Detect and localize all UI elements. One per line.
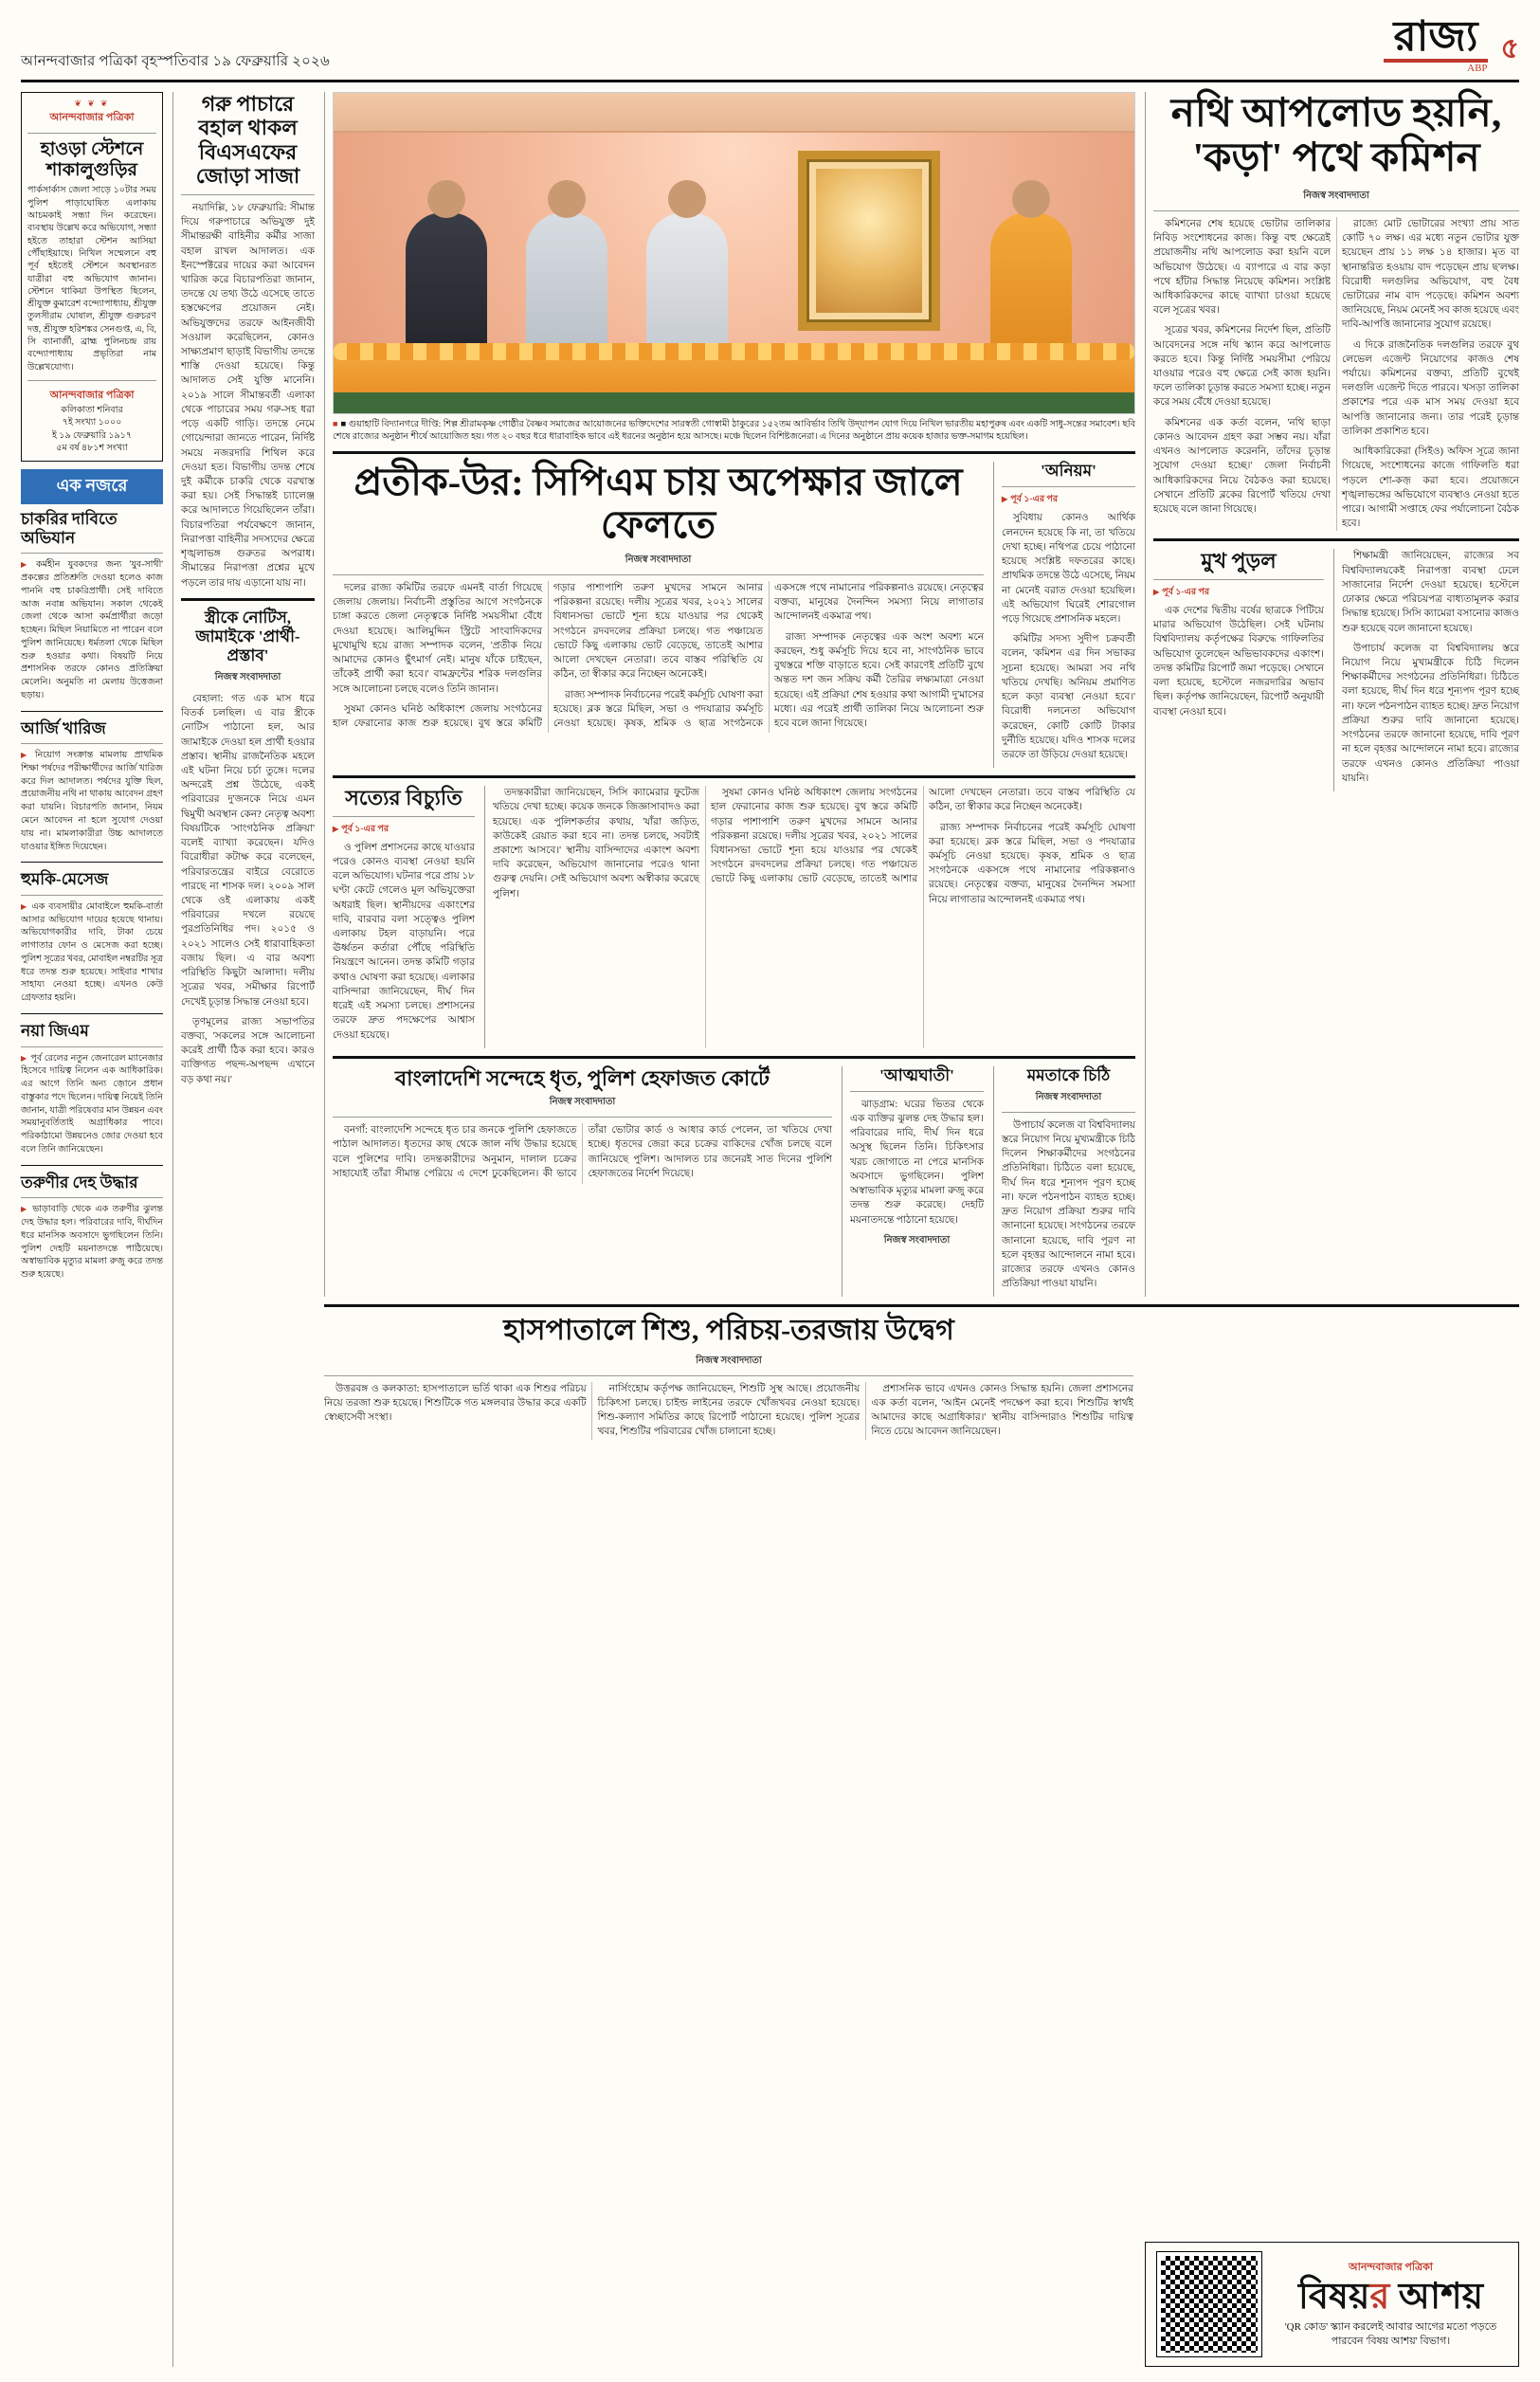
nojore-item-1 bbox=[21, 719, 163, 855]
archive-headline: হাওড়া স্টেশনে শাকালুগুড়ির bbox=[40, 138, 144, 180]
right-headline: নথি আপলোড হয়নি, 'কড়া' পথে কমিশন bbox=[1170, 91, 1502, 180]
mamata-body bbox=[1002, 1118, 1135, 1292]
page-number: ৫ bbox=[1500, 32, 1519, 64]
archive-line-2: ৭ই সংখ্যা ১০০০ bbox=[62, 418, 122, 428]
oniyom-headline: 'অনিয়ম' bbox=[1041, 462, 1096, 481]
gorupachar-text: সীমান্ত দিয়ে গরুপাচারে অভিযুক্ত দুই সীমান্তরক্ষী বাহিনীর কর্মীর সাজা বহাল রাখল আদালত। এক ইনস্পেক্টরের দায়ের করা আবেদন খারিজ করে বিচারপতিরা জানান, তদন্তে যে তথ্য উঠে এসেছে তাতে হস্তক্ষেপের প্রয়োজন নেই। অভিযুক্তদের তরফে আইনজীবী সওয়াল করেছিলেন, কোনও সাক্ষ্যপ্রমাণ ছাড়াই বিভাগীয় তদন্তে শাস্তি দেওয়া হয়েছে। কিন্তু আদালত সেই যুক্তি মানেনি। ২০১৯ সালে সীমান্তবর্তী এলাকা থেকে পাচারের সময় গরু-সহ ধরা পড়ে একটি গাড়ি। তদন্তে নেমে গোয়েন্দারা জানতে পারেন, নির্দিষ্ট সময়ে নজরদারি শিথিল করে দেওয়া হত। বিভাগীয় তদন্ত শেষে দুই কর্মীকে চাকরি থেকে বরখাস্ত করা হয়। সেই সিদ্ধান্তই চ্যালেঞ্জ করে আদালতে গিয়েছিলেন তাঁরা। বিচারপতিরা পর্যবেক্ষণে জানান, নিরাপত্তা বাহিনীর সদস্যদের ক্ষেত্রে শৃঙ্খলাভঙ্গ গুরুতর অপরাধ। সীমান্তের নিরাপত্তা প্রশ্নের মুখে পড়লে তার দায় এড়ানো যায় না। bbox=[181, 202, 316, 589]
stree-notice-headline: স্ত্রীকে নোটিস, জামাইকে 'প্রার্থী-প্রস্তাব' bbox=[195, 608, 300, 664]
attoghati-headline: 'আত্মঘাতী' bbox=[879, 1065, 954, 1084]
nojore-title: হুমকি-মেসেজ bbox=[21, 870, 109, 889]
sotyer-body bbox=[333, 841, 475, 1043]
attoghati-body bbox=[850, 1098, 984, 1227]
mukh-para-3: উপাচার্য কলেজ বা বিশ্ববিদ্যালয় স্তরে নিয়োগ নিয়ে মুখ্যমন্ত্রীকে চিঠি দিলেন শিক্ষাকর্মীদের সংগঠনের প্রতিনিধিরা। চিঠিতে বলা হয়েছে, দীর্ঘ দিন ধরে শূন্যপদ পূরণ হচ্ছে না। ফলে পঠনপাঠন ব্যাহত হচ্ছে। দ্রুত নিয়োগ প্রক্রিয়া শুরুর দাবি জানানো হয়েছে। সংগঠনের তরফে জানানো হয়েছে, দাবি পূরণ না হলে বৃহত্তর আন্দোলনে নামা হবে। রাজ্যের তরফে এখনও কোনও প্রতিক্রিয়া পাওয়া যায়নি। bbox=[1342, 643, 1519, 784]
sotyer-cont-para-1: তদন্তকারীরা জানিয়েছেন, সিসি ক্যামেরার ফুটেজ খতিয়ে দেখা হচ্ছে। কয়েক জনকে জিজ্ঞাসাবাদও করা হয়েছে। এক পুলিশকর্তার কথায়, 'যাঁরা জড়িত, কাউকেই রেয়াত করা হবে না। তদন্ত চলছে, সবটাই প্রকাশ্যে আসবে।' স্থানীয় বাসিন্দাদের একাংশ অবশ্য দাবি করেছেন, অভিযোগ জানানোর পরেও থানা গুরুত্ব দেয়নি। সেই অভিযোগ অবশ্য অস্বীকার করেছে পুলিশ। bbox=[493, 788, 699, 900]
attoghati-text: ঝাড়গ্রাম: ঘরের ভিতর থেকে এক ব্যক্তির ঝুলন্ত দেহ উদ্ধার হল। পরিবারের দাবি, দীর্ঘ দিন ধরে অসুস্থ ছিলেন তিনি। চিকিৎসার খরচ জোগাতে না পেরে মানসিক অবসাদে ভুগছিলেন। পুলিশ অস্বাভাবিক মৃত্যুর মামলা রুজু করে তদন্ত শুরু করেছে। দেহটি ময়নাতদন্তে পাঠানো হয়েছে। bbox=[850, 1099, 984, 1226]
caption-text: ■ গুয়াহাটি বিদ্যানগরে দীপ্তি: শিল্প শ্রীরামকৃষ্ণ গোষ্ঠীর বৈষ্ণব সমাজের আয়োজনের ভক্তিদেশের সারস্বতী গোস্বামী ঠাকুরের ১৫২তম আবির্ভাব তিথি উদ্‌যাপন যোগ দিয়ে নিখিল ভারতীয় মহাপুরুষ এবং একটি সাধু-সন্তের সমাবেশ। ছবি শেষে রাজ্যের অনুষ্ঠান শীর্ষে আয়োজিত হয়। গত ২০ বছর ধরে ধারাবাহিক ভাবে এই ধরনের অনুষ্ঠান হয়ে আসছে। মঞ্চে ছিলেন বিশিষ্টজনেরা। এ দিনের অনুষ্ঠানে প্রায় কয়েক হাজার ভক্ত-সমাগম হয়েছিল। bbox=[333, 419, 1136, 443]
caption-bullet-icon: ■ bbox=[333, 418, 338, 428]
sotyer-block bbox=[333, 786, 475, 1048]
attoghati-block bbox=[842, 1066, 984, 1298]
main-body bbox=[333, 581, 984, 733]
main-para-4: রাজ্য সম্পাদক নেতৃত্বের এক অংশ অবশ্য মনে করছেন, শুধু কর্মসূচি দিয়ে হবে না, সাংগঠনিক ভাবে বুথস্তরে শক্তি বাড়াতে হবে। সেই কারণেই প্রতিটি বুথে অন্তত দশ জন সক্রিয় কর্মী তৈরির লক্ষ্যমাত্রা নেওয়া হয়েছে। এই প্রক্রিয়া শেষ হওয়ার কথা আগামী দু'মাসের মধ্যে। এর পরেই প্রার্থী তালিকা নিয়ে আলোচনা শুরু হবে বলে জানা গিয়েছে। bbox=[774, 631, 984, 729]
hospital-headline: হাসপাতালে শিশু, পরিচয়-তরজায় উদ্বেগ bbox=[503, 1315, 954, 1347]
right-byline: নিজস্ব সংবাদদাতা bbox=[1303, 190, 1369, 201]
hospital-body bbox=[324, 1382, 1133, 1441]
hospital-block bbox=[324, 1315, 1133, 2366]
nojore-text: ▶ কর্মহীন যুবকদের জন্য 'যুব-সাথী' প্রকল্পের প্রতিশ্রুতি দেওয়া হলেও কাজ পাননি বহু চাকরিপ্রার্থী। সেই দাবিতে আজ নবান্ন অভিযান। সকাল থেকেই জেলা থেকে আসা কর্মপ্রার্থীরা জড়ো হচ্ছেন। মিছিল নিয়ামিতে না পারেন বলে পুলিশ জানিয়েছে। ধর্মতলা থেকে মিছিল শুরু হওয়ার কথা। বিষয়টি নিয়ে প্রশাসনিক তরফে কোনও প্রতিক্রিয়া মেলেনি। অনুমতি না মেলায় উত্তেজনা ছড়ায়। bbox=[21, 559, 163, 702]
mukh-para-1: এক দেশের দ্বিতীয় বর্ষের ছাত্রকে পিটিয়ে মারার অভিযোগ উঠেছিল। সেই ঘটনায় বিশ্ববিদ্যালয় কর্তৃপক্ষের বিরুদ্ধে গাফিলতির অভিযোগ তুলেছেন অভিভাবকদের একাংশ। তদন্ত কমিটির রিপোর্ট জমা পড়েছে। সেখানে বলা হয়েছে, হস্টেলে নজরদারির অভাব ছিল। কর্তৃপক্ষ জানিয়েছেন, রিপোর্ট অনুযায়ী ব্যবস্থা নেওয়া হবে। bbox=[1153, 605, 1324, 718]
nojore-title: তরুণীর দেহ উদ্ধার bbox=[21, 1173, 138, 1191]
sotyer-cont-body bbox=[484, 786, 1135, 1048]
bangladeshi-text: বনগাঁ: বাংলাদেশি সন্দেহে ধৃত চার জনকে পুলিশি হেফাজতে পাঠাল আদালত। ধৃতদের কাছ থেকে জাল নথি উদ্ধার হয়েছে বলে পুলিশের দাবি। তদন্তকারীদের অনুমান, দালাল চক্রের সাহায্যেই তাঁরা সীমান্ত পেরিয়ে এ দেশে ঢুকেছিলেন। কী ভাবে তাঁরা ভোটার কার্ড ও আধার কার্ড পেলেন, তা খতিয়ে দেখা হচ্ছে। ধৃতদের জেরা করে চক্রের বাকিদের খোঁজ চলছে বলে জানিয়েছে পুলিশ। আদালত চার জনেরই সাত দিনের পুলিশি হেফাজতের নির্দেশ দিয়েছে। bbox=[333, 1125, 832, 1179]
archive-line-3: ই ১৯ ফেব্রুয়ারি ১৯১৭ bbox=[51, 430, 133, 441]
archive-brand: আনন্দবাজার পত্রিকা bbox=[49, 111, 135, 123]
sotyer-cont-para-3: রাজ্য সম্পাদক নির্বাচনের পরেই কর্মসূচি ঘোষণা করা হয়েছে। ব্লক স্তরে মিছিল, সভা ও পদযাত্রার কর্মসূচি নেওয়া হয়েছে। কৃষক, শ্রমিক ও ছাত্র সংগঠনকে একসঙ্গে পথে নামানোর পরিকল্পনাও রয়েছে। নেতৃত্বের বক্তব্য, মানুষের দৈনন্দিন সমস্যা নিয়ে লাগাতার আন্দোলনই একমাত্র পথ। bbox=[929, 822, 1135, 905]
mukh-jump: ▶ পূর্ব ১-এর পর bbox=[1153, 586, 1324, 600]
sotyer-cont-para-2: সুষমা কোনও ঘনিষ্ঠ অধিকাংশ জেলায় সংগঠনের হাল ফেরানোর কাজ শুরু হয়েছে। বুথ স্তরে কমিটি গড়ার পাশাপাশি তরুণ মুখদের সামনে আনার পরিকল্পনা রয়েছে। দলীয় সূত্রের খবর, ২০২১ সালের বিধানসভা ভোটে শূন্য হয়ে যাওয়ার পর থেকেই সংগঠনে রদবদলের প্রক্রিয়া চলছে। গত পঞ্চায়েত ভোটে কিছু এলাকায় ভোট বেড়েছে, তাতেই আশার আলো দেখছেন নেতারা। তবে বাস্তব পরিস্থিতি যে কঠিন, তা স্বীকার করে নিচ্ছেন অনেকেই। bbox=[711, 788, 1135, 885]
archive-body: পার্কসার্কাস জেলা সাড়ে ১০টার সময় পুলিশ পাড়াঘোষিত এলাকায় আচমকাই সন্ধ্যা দিন করেছেন। ব্যবস্থায় উল্লেখ করে অভিযোগ, সন্ধ্যা হইতে তাহারা স্টেশন আসিয়া পৌঁছাইয়াছে। নিখিল সম্মেলনে বহু পূর্ব হইতেই স্টেশনে অবস্থানরত যাত্রীরা বহু অভিযোগ জানান। স্টেশনে থাকিয়া উপস্থিত ছিলেন, শ্রীযুক্ত কুমারেশ বন্দ্যোপাধ্যায়, শ্রীযুক্ত তুলসীরাম ঘোষাল, শ্রীযুক্ত গুরুচরণ দত্ত, শ্রীযুক্ত হরিশঙ্কর সেনগুপ্ত, এ, বি, সি ব্যানার্জী, ব্রাহ্ম পুলিনচন্দ্র রায় বন্দ্যোপাধ্যায় প্রভৃতিরা নাম উল্লেখযোগ্য। bbox=[27, 186, 156, 373]
news-photo bbox=[333, 92, 1135, 414]
nojore-item-4 bbox=[21, 1173, 163, 1282]
promo-title-mid: র bbox=[1369, 2276, 1390, 2317]
masthead-right bbox=[1384, 13, 1519, 74]
column-two bbox=[172, 92, 315, 2367]
main-para-3: রাজ্য সম্পাদক নির্বাচনের পরেই কর্মসূচি ঘোষণা করা হয়েছে। ব্লক স্তরে মিছিল, সভা ও পদযাত্রার কর্মসূচি নেওয়া হয়েছে। কৃষক, শ্রমিক ও ছাত্র সংগঠনকে একসঙ্গে পথে নামানোর পরিকল্পনাও রয়েছে। নেতৃত্বের বক্তব্য, মানুষের দৈনন্দিন সমস্যা নিয়ে লাগাতার আন্দোলনই একমাত্র পথ। bbox=[553, 582, 984, 729]
mukh-block bbox=[1153, 549, 1519, 791]
sotyer-para-1: ও পুলিশ প্রশাসনের কাছে যাওয়ার পরেও কোনও ব্যবস্থা নেওয়া হয়নি বলে অভিযোগ। ঘটনার পরে প্রায় ১৮ ঘণ্টা কেটে গেলেও মূল অভিযুক্তেরা অধরাই ছিল। স্থানীয়দের একাংশের দাবি, বারবার বলা সত্ত্বেও পুলিশ এলাকায় টহল বাড়ায়নি। পরে ঊর্ধ্বতন কর্তারা পৌঁছে পরিস্থিতি নিয়ন্ত্রণে আনেন। তদন্ত কমিটি গড়ার কথাও ঘোষণা করা হয়েছে। এলাকার বাসিন্দারা জানিয়েছেন, দীর্ঘ দিন ধরেই এই সমস্যা চলছে। প্রশাসনের তরফে দ্রুত পদক্ষেপের আশ্বাস দেওয়া হয়েছে। bbox=[333, 842, 475, 1041]
ornament-icon: ❦ ❦ ❦ bbox=[74, 98, 110, 108]
bangladeshi-byline: নিজস্ব সংবাদদাতা bbox=[549, 1097, 616, 1108]
hospital-byline: নিজস্ব সংবাদদাতা bbox=[696, 1355, 762, 1366]
main-headline: প্রতীক-উর: সিপিএম চায় অপেক্ষার জালে ফেলতে bbox=[353, 461, 963, 547]
right-para-4: রাজ্যে মোট ভোটারের সংখ্যা প্রায় সাত কোটি ৭০ লক্ষ। এর মধ্যে নতুন ভোটার যুক্ত হয়েছেন প্রায় ১১ লক্ষ ১৪ হাজার। মৃত বা স্থানান্তরিত হওয়ায় বাদ পড়েছেন প্রায় ছ'লক্ষ। বিরোধী দলগুলির অভিযোগ, বহু বৈধ ভোটারের নাম বাদ পড়েছে। কমিশন অবশ্য জানিয়েছে, নিয়ম মেনেই সব কাজ হয়েছে এবং দাবি-আপত্তি জানানোর সুযোগ রয়েছে। bbox=[1342, 218, 1519, 331]
nojore-title: আর্জি খারিজ bbox=[21, 718, 106, 737]
mukh-para-2: শিক্ষামন্ত্রী জানিয়েছেন, রাজ্যের সব বিশ্ববিদ্যালয়কেই নিরাপত্তা ব্যবস্থা ঢেলে সাজানোর নির্দেশ দেওয়া হয়েছে। হস্টেলে ঢোকার ক্ষেত্রে পরিচয়পত্র বাধ্যতামূলক করার সিদ্ধান্ত হয়েছে। সিসি ক্যামেরা বসানোর কাজও শুরু হয়েছে বলে জানানো হয়েছে। bbox=[1342, 551, 1519, 634]
center-area bbox=[324, 92, 1135, 1298]
nojore-title: নয়া জিএম bbox=[21, 1021, 89, 1040]
right-body bbox=[1153, 217, 1519, 532]
masthead-date: আনন্দবাজার পত্রিকা বৃহস্পতিবার ১৯ ফেব্রুয়ারি ২০২৬ bbox=[21, 53, 330, 69]
mukh-body bbox=[1153, 604, 1324, 719]
stree-notice-body bbox=[181, 692, 315, 1087]
promo-area bbox=[1145, 1315, 1519, 2366]
nojore-text: ▶ নিয়োগ সংক্রান্ত মামলায় প্রাথমিক শিক্ষা পর্ষদের পরীক্ষার্থীদের আর্জি খারিজ করে দিল আদালত। পর্ষদের যুক্তি ছিল, প্রয়োজনীয় নথি না থাকায় আবেদন গ্রহণ করা যায়নি। বিচারপতি জানান, নিয়ম মেনে আবেদন না হলে সুযোগ দেওয়া যায় না। মামলাকারীরা উচ্চ আদালতে যাওয়ার ইঙ্গিত দিয়েছেন। bbox=[21, 750, 163, 854]
column-left bbox=[21, 92, 163, 2367]
nojore-text: ▶ ভাড়াবাড়ি থেকে এক তরুণীর ঝুলন্ত দেহ উদ্ধার হল। পরিবারের দাবি, দীর্ঘদিন ধরে মানসিক অবসাদে ভুগছিলেন তিনি। পুলিশ দেহটি ময়নাতদন্তে পাঠিয়েছে। অস্বাভাবিক মৃত্যুর মামলা রুজু করে তদন্ত শুরু হয়েছে। bbox=[21, 1204, 163, 1282]
column-right bbox=[1145, 92, 1519, 1298]
archive-brand-2: আনন্দবাজার পত্রিকা bbox=[49, 389, 135, 401]
main-para-2: সুষমা কোনও ঘনিষ্ঠ অধিকাংশ জেলায় সংগঠনের হাল ফেরানোর কাজ শুরু হয়েছে। বুথ স্তরে কমিটি গড়ার পাশাপাশি তরুণ মুখদের সামনে আনার পরিকল্পনা রয়েছে। দলীয় সূত্রের খবর, ২০২১ সালের বিধানসভা ভোটে শূন্য হয়ে যাওয়ার পর থেকেই সংগঠনে রদবদলের প্রক্রিয়া চলছে। গত পঞ্চায়েত ভোটে কিছু এলাকায় ভোট বেড়েছে, তাতেই আশার আলো দেখছেন নেতারা। তবে বাস্তব পরিস্থিতি যে কঠিন, তা স্বীকার করে নিচ্ছেন অনেকেই। bbox=[333, 582, 763, 729]
right-para-5: এ দিকে রাজনৈতিক দলগুলির তরফে বুথ লেভেল এজেন্ট নিয়োগের কাজও শেষ পর্যায়ে। কমিশনের বক্তব্য, প্রতিটি বুথেই দলগুলি এজেন্ট দিতে পারবে। খসড়া তালিকা প্রকাশের পরে এক মাস সময় দেওয়া হবে আপত্তি জানানোর জন্য। তার পরেই চূড়ান্ত তালিকা প্রকাশিত হবে। bbox=[1342, 339, 1519, 437]
qr-promo[interactable] bbox=[1145, 2242, 1519, 2367]
nojore-title: চাকরির দাবিতে অভিযান bbox=[21, 510, 118, 547]
section-title: রাজ্য bbox=[1384, 17, 1487, 63]
hospital-para-2: নার্সিংহোম কর্তৃপক্ষ জানিয়েছেন, শিশুটি সুস্থ আছে। প্রয়োজনীয় চিকিৎসা চলছে। চাইল্ড লাইনের তরফে খোঁজখবর নেওয়া হয়েছে। শিশু-কল্যাণ সমিতির কাছে রিপোর্ট পাঠানো হয়েছে। পুলিশ সূত্রের খবর, শিশুটির পরিবারের খোঁজ চালানো হচ্ছে। bbox=[597, 1383, 861, 1438]
attoghati-byline: নিজস্ব সংবাদদাতা bbox=[883, 1234, 951, 1246]
oniyom-block bbox=[993, 462, 1135, 768]
right-para-3: কমিশনের এক কর্তা বলেন, 'নথি ছাড়া কোনও আবেদন গ্রহণ করা সম্ভব নয়। যাঁরা এখনও আপলোড করেননি, তাঁদের চূড়ান্ত সুযোগ দেওয়া হচ্ছে।' জেলা নির্বাচনী আধিকারিকদের নিয়ে বৈঠকও করা হয়েছে। সেখানে প্রতিটি ব্লকের রিপোর্ট খতিয়ে দেখা হয়েছে বলে জানা গিয়েছে। bbox=[1153, 417, 1331, 516]
nojore-item-3 bbox=[21, 1022, 163, 1157]
nojore-text: ▶ পূর্ব রেলের নতুন জেনারেল ম্যানেজার হিসেবে দায়িত্ব নিলেন এক আধিকারিক। এর আগে তিনি অন্য জ়োনে প্রধান বাস্তুকার পদে ছিলেন। দায়িত্ব নিয়েই তিনি জানান, যাত্রী পরিষেবার মান উন্নয়ন এবং সময়ানুবর্তিতাই অগ্রাধিকার পাবে। পরিকাঠামো উন্নয়নেও জোর দেওয়া হবে বলে তিনি জানিয়েছেন। bbox=[21, 1053, 163, 1157]
masthead bbox=[21, 13, 1519, 82]
mamata-byline: নিজস্ব সংবাদদাতা bbox=[1035, 1091, 1102, 1102]
gorupachar-dateline: নয়াদিল্লি, ১৮ ফেব্রুয়ারি: bbox=[192, 202, 287, 213]
stree-notice-byline: নিজস্ব সংবাদদাতা bbox=[214, 671, 281, 682]
promo-title bbox=[1275, 2276, 1507, 2317]
mamata-block bbox=[993, 1066, 1135, 1298]
gorupachar-body bbox=[181, 201, 315, 591]
mamata-headline: মমতাকে চিঠি bbox=[1026, 1065, 1111, 1084]
hospital-para-3: প্রশাসনিক ভাবে এখনও কোনও সিদ্ধান্ত হয়নি। জেলা প্রশাসনের এক কর্তা বলেন, 'আইন মেনেই পদক্ষেপ করা হবে। শিশুটির স্বার্থই আমাদের কাছে অগ্রাধিকার।' স্থানীয় বাসিন্দারাও শিশুটির দায়িত্ব নিতে চেয়ে আবেদন জানিয়েছেন। bbox=[871, 1383, 1133, 1438]
photo-caption bbox=[333, 418, 1135, 445]
mamata-text: উপাচার্য কলেজ বা বিশ্ববিদ্যালয় স্তরে নিয়োগ নিয়ে মুখ্যমন্ত্রীকে চিঠি দিলেন শিক্ষাকর্মীদের সংগঠনের প্রতিনিধিরা। চিঠিতে বলা হয়েছে, দীর্ঘ দিন ধরে শূন্যপদ পূরণ হচ্ছে না। ফলে পঠনপাঠন ব্যাহত হচ্ছে। দ্রুত নিয়োগ প্রক্রিয়া শুরুর দাবি জানানো হয়েছে। সংগঠনের তরফে জানানো হয়েছে, দাবি পূরণ না হলে বৃহত্তর আন্দোলনে নামা হবে। রাজ্যের তরফে এখনও কোনও প্রতিক্রিয়া পাওয়া যায়নি। bbox=[1002, 1119, 1135, 1290]
archive-box-1 bbox=[21, 92, 163, 462]
ek-nojore-header: এক নজরে bbox=[21, 469, 163, 504]
right-para-2: সূত্রের খবর, কমিশনের নির্দেশ ছিল, প্রতিটি আবেদনের সঙ্গে নথি স্ক্যান করে আপলোড করতে হবে। কিন্তু নির্দিষ্ট সময়সীমা পেরিয়ে যাওয়ার পরেও বহু ক্ষেত্রে সেই কাজ হয়নি। ফলে তালিকা চূড়ান্ত করতে সমস্যা হচ্ছে। নতুন করে সময় বেঁধে দেওয়া হয়েছে। bbox=[1153, 325, 1331, 409]
oniyom-para-1: সুবিধায় কোনও আর্থিক লেনদেন হয়েছে কি না, তা খতিয়ে দেখা হচ্ছে। নথিপত্র চেয়ে পাঠানো হয়েছে সংশ্লিষ্ট দফতরের কাছে। প্রাথমিক তদন্তে উঠে এসেছে, নিয়ম না মেনেই বরাত দেওয়া হয়েছিল। এই অভিযোগ ঘিরেই শোরগোল পড়ে গিয়েছে প্রশাসনিক মহলে। bbox=[1002, 513, 1135, 625]
main-byline: নিজস্ব সংবাদদাতা bbox=[625, 554, 692, 565]
promo-brand: আনন্দবাজার পত্রিকা bbox=[1349, 2261, 1433, 2273]
oniyom-jump: ▶ পূর্ব ১-এর পর bbox=[1002, 493, 1135, 507]
main-para-1: দলের রাজ্য কমিটির তরফে এমনই বার্তা গিয়েছে জেলায় জেলায়। নির্বাচনী প্রস্তুতির আগে সংগঠনকে চাঙ্গা করতে জেলা নেতৃত্বকে নির্দিষ্ট সময়সীমা বেঁধে দেওয়া হয়েছে। আলিমুদ্দিন স্ট্রিটে সাংবাদিকদের মুখোমুখি হয়ে রাজ্য সম্পাদক বলেন, 'প্রতীক নিয়ে আমাদের কোনও ছুঁৎমার্গ নেই। মানুষ যাঁকে চাইছেন, তাঁকেই প্রার্থী করা হবে।' বামফ্রন্টের শরিক দলগুলির সঙ্গে আলোচনা চলছে বলেও তিনি জানান। bbox=[333, 582, 542, 695]
qr-code-icon[interactable] bbox=[1157, 2252, 1261, 2356]
promo-title-right: আশয় bbox=[1398, 2276, 1483, 2317]
archive-line-1: কলিকাতা শনিবার bbox=[61, 405, 123, 415]
section-sub: ABP bbox=[1467, 62, 1488, 74]
right-para-1: কমিশনের শেষ হয়েছে ভোটার তালিকার নিবিড় সংশোধনের কাজ। কিন্তু বহু ক্ষেত্রেই প্রয়োজনীয় নথি আপলোড করা হয়নি বলে অভিযোগ উঠেছে। এ ব্যাপারে এ বার কড়া পথে হাঁটার সিদ্ধান্ত নিয়েছে কমিশন। সংশ্লিষ্ট আধিকারিকদের কাছে ব্যাখ্যা চাওয়া হয়েছে বলে সূত্রের খবর। bbox=[1153, 218, 1331, 317]
column-main-and-right bbox=[324, 92, 1519, 2367]
sotyer-jump: ▶ পূর্ব ১-এর পর bbox=[333, 823, 475, 837]
sotyer-headline: সত্যের বিচ্যুতি bbox=[345, 786, 462, 810]
page-grid bbox=[21, 92, 1519, 2367]
promo-note: 'QR কোড' স্ক্যান করলেই আবার আগের মতো পড়তে পারবেন 'বিষয় আশয়' বিভাগ। bbox=[1284, 2320, 1497, 2348]
stree-notice-text: বেহালা: গত এক মাস ধরে বিতর্ক চলছিল। এ বার স্ত্রীকে নোটিস পাঠানো হল, আর জামাইকে দেওয়া হল প্রার্থী হওয়ার প্রস্তাব। স্থানীয় রাজনৈতিক মহলে এই ঘটনা নিয়ে চর্চা তুঙ্গে। দলের অন্দরেই প্রশ্ন উঠেছে, একই পরিবারের দু'জনকে নিয়ে এমন দ্বিমুখী অবস্থান কেন? নেতৃত্ব অবশ্য বিষয়টিকে 'সাংগঠনিক প্রক্রিয়া' বলেই ব্যাখ্যা করেছেন। যদিও বিরোধীরা কটাক্ষ করে বলেছেন, পরিবারতন্ত্রের বাইরে বেরোতে পারছে না শাসক দল। ২০০৯ সাল থেকে ওই এলাকায় একই পরিবারের দখলে রয়েছে পুরপ্রতিনিধির পদ। ২০১৫ ও ২০২১ সালেও সেই ধারাবাহিকতা বজায় ছিল। এ বার অবশ্য পরিস্থিতি কিছুটা আলাদা। দলীয় সূত্রের খবর, সমীক্ষার রিপোর্ট দেখেই চূড়ান্ত সিদ্ধান্ত নেওয়া হবে। bbox=[181, 693, 315, 1008]
bangladeshi-headline: বাংলাদেশি সন্দেহে ধৃত, পুলিশ হেফাজত কোর্টে bbox=[394, 1065, 770, 1090]
portrait-frame-icon bbox=[798, 151, 940, 331]
oniyom-para-2: কমিটির সদস্য সুদীপ চক্রবর্তী বলেন, 'কমিশন এর দিন সভাকর সূচনা হয়েছে। আমরা সব নথি খতিয়ে দেখছি। অনিয়ম প্রমাণিত হলে কড়া ব্যবস্থা নেওয়া হবে।' বিরোধী দলনেতা অভিযোগ করেছেন, কোটি কোটি টাকার দুর্নীতি হয়েছে। যদিও শাসক দলের তরফে তা উড়িয়ে দেওয়া হয়েছে। bbox=[1002, 634, 1135, 760]
archive-line-4: ৫ম বর্ষ ৪৮১শ সংখ্যা bbox=[56, 443, 128, 453]
bangladeshi-block bbox=[333, 1066, 832, 1298]
stree-notice-quote: তৃণমূলের রাজ্য সভাপতির বক্তব্য, 'সকলের সঙ্গে আলোচনা করেই প্রার্থী ঠিক করা হবে। কারও ব্যক্তিগত পছন্দ-অপছন্দ এখানে বড় কথা নয়।' bbox=[181, 1016, 315, 1085]
nojore-item-0 bbox=[21, 510, 163, 703]
bottom-strip bbox=[324, 1315, 1519, 2366]
photo-block bbox=[333, 92, 1135, 445]
promo-title-left: বিষয় bbox=[1298, 2276, 1370, 2317]
right-para-6: আধিকারিকেরা (সিইও) অফিস সূত্রে জানা গিয়েছে, সংশোধনের কাজে গাফিলতি ধরা পড়লে শো-কজ় করা হবে। প্রয়োজনে শৃঙ্খলাভঙ্গের অভিযোগে ব্যবস্থাও নেওয়া হতে পারে। আগামী সপ্তাহে ফের পর্যালোচনা বৈঠক হবে। bbox=[1342, 446, 1519, 530]
hospital-para-1: উত্তরবঙ্গ ও কলকাতা: হাসপাতালে ভর্তি থাকা এক শিশুর পরিচয় নিয়ে তরজা শুরু হয়েছে। শিশুটিকে গত মঙ্গলবার উদ্ধার করে একটি স্বেচ্ছাসেবী সংস্থা। bbox=[324, 1383, 587, 1424]
oniyom-body bbox=[1002, 511, 1135, 762]
mukh-cont bbox=[1333, 549, 1519, 791]
bangladeshi-body bbox=[333, 1123, 832, 1184]
mukh-headline: মুখ পুড়ল bbox=[1201, 549, 1277, 573]
nojore-text: ▶ এক ব্যবসায়ীর মোবাইলে হুমকি-বার্তা আসার অভিযোগ দায়ের হয়েছে থানায়। অভিযোগকারীর দাবি, টাকা চেয়ে লাগাতার ফোন ও মেসেজ করা হচ্ছে। পুলিশ সূত্রের খবর, মোবাইল নম্বরটির সূত্র ধরে তদন্ত শুরু হয়েছে। সাইবার শাখার সাহায্য নেওয়া হচ্ছে। এখনও কেউ গ্রেফতার হয়নি। bbox=[21, 901, 163, 1006]
nojore-item-2 bbox=[21, 870, 163, 1006]
gorupachar-headline: গরু পাচারে বহাল থাকল বিএসএফের জোড়া সাজা bbox=[195, 91, 300, 189]
